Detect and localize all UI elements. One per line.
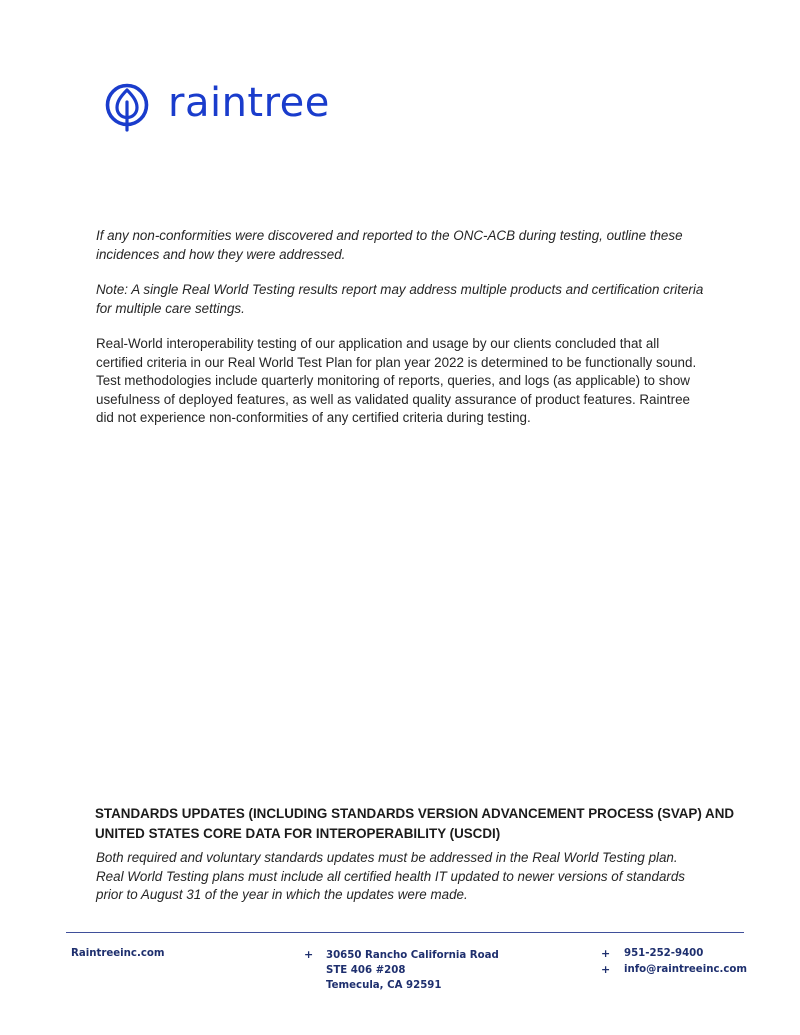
phone-plus-icon: + xyxy=(601,947,611,960)
address-line: 30650 Rancho California Road xyxy=(326,950,499,961)
nonconformities-prompt: If any non-conformities were discovered and reported to the ONC-ACB during testing, outline these incidences and how they were addressed. xyxy=(96,228,683,262)
footer-address xyxy=(326,948,499,993)
email-plus-icon: + xyxy=(601,963,611,976)
footer-website-link[interactable]: Raintreeinc.com xyxy=(71,948,165,959)
logo-wordmark: raintree xyxy=(168,80,330,126)
standards-updates-heading: STANDARDS UPDATES (INCLUDING STANDARDS VERSION ADVANCEMENT PROCESS (SVAP) AND UNITED STATES CORE DATA FOR INTEROPERABILITY (USCDI) xyxy=(95,806,735,841)
note-paragraph: Note: A single Real World Testing results report may address multiple products and certification criteria for multiple care settings. xyxy=(96,282,704,316)
standards-updates-text: Both required and voluntary standards updates must be addressed in the Real World Testing plan. Real World Testing plans must include all certified health IT updated to newer versions of standards prior to August 31 of the year in which the updates were made. xyxy=(96,850,686,902)
raintree-logo xyxy=(104,80,330,132)
raintree-leaf-icon xyxy=(104,80,152,132)
address-plus-icon: + xyxy=(304,948,314,961)
footer-divider xyxy=(66,932,744,933)
results-paragraph: Real-World interoperability testing of our application and usage by our clients concluded that all certified criteria in our Real World Test Plan for plan year 2022 is determined to be functionally sound. Test methodologies include quarterly monitoring of reports, queries, and logs (as applicable) to show usefulness of deployed features, as well as validated quality assurance of product features. Raintree did not experience non-conformities of any certified criteria during testing. xyxy=(96,336,697,425)
footer-phone[interactable]: 951-252-9400 xyxy=(624,948,704,959)
footer-email[interactable]: info@raintreeinc.com xyxy=(624,964,748,975)
address-line: STE 406 #208 xyxy=(326,965,406,976)
address-line: Temecula, CA 92591 xyxy=(326,980,442,991)
